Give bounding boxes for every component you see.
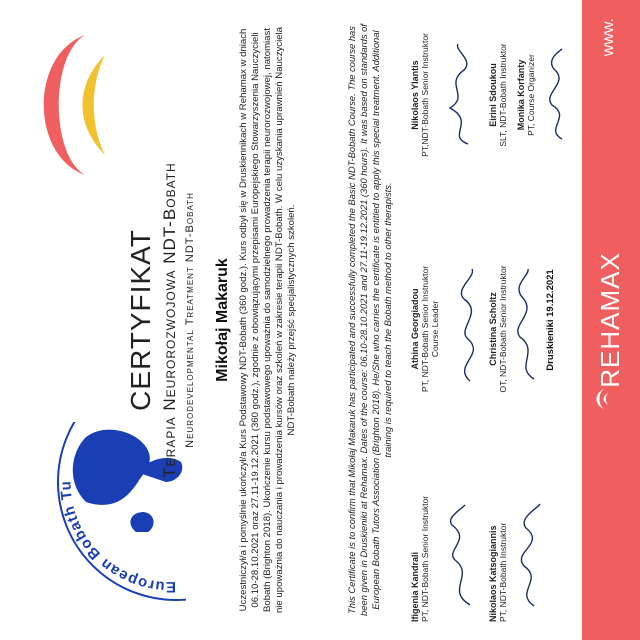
signature-mark [440,40,480,150]
signature-mark [440,500,480,610]
subtitle-english: Neurodevelopmental Treatment NDT-Bobath [184,192,196,448]
signatory-role-extra: Course Leader [430,300,440,358]
signature-mark [510,500,550,610]
signatory-name: Eirini Sdoukou [488,63,498,127]
signatory-name: Christina Scholtz [488,292,498,366]
signatory-block [488,254,508,404]
seal-text: European Bobath Tu [57,479,177,596]
recipient-name: Mikołaj Makaruk [214,258,231,382]
signatory-role: PT,NDT-Bobath Senior Instruktor [420,33,430,157]
signatory-role: OT, NDT-Bobath Senior Instruktor [498,265,508,393]
english-body-text: This Certificate is to confirm that Mikołaj Makaruk has participated and successfully completed the Basic NDT-Bobath Course. The course has been given in Druskieniki at Rehamax. Dates of the course: 06.10-28.10.2021 and 27.11-19.12.2021 (360 hours). It was based on standards of European Bobath Tutors Association (Brighton 2018). He/She who carries the certificate is entitled to apply this special treatment. Additional training is required to teach the Bobath method to other therapists. [346,24,393,616]
signatory-role: PT, Course Organizer [526,54,536,136]
signatory-block [410,254,440,404]
signatory-role: PT, NDT-Bobath Instruktor [498,522,508,622]
footer-brand: REHAMAX [595,252,625,388]
signatory-block [410,496,430,622]
signatory-role: PT, NDT-Bobath Senior Instruktor [420,265,430,393]
signatory-block [488,523,508,622]
signatory-name: Nikolaos Ylantis [410,60,420,130]
footer-url[interactable]: www. [600,18,617,57]
signatory-block [410,20,430,170]
signature-mark [450,265,488,385]
signatory-block [516,20,536,170]
certificate-title: CERTYFIKAT [125,229,156,411]
signatory-name: Athina Georgiadou [410,288,420,370]
polish-body-text: Uczestniczył/a i pomyślnie ukończył/a Kurs Podstawowy NDT-Bobath (360 godz.). Kurs odbył się w Druskiennikach w Rehamax w dniach 06.10-28.10.2021 oraz 27.11-19.12.2021 (360 godz.), zgodnie z obowiązującymi przepisami Europejskiego Stowarzyszenia Nauczycieli Bobath (Brighton 2018). Ukończenie kursu podstawowego upoważnia do samodzielnego prowadzenia terapii neurorozwojowej, natomiast nie upoważnia do nauczania i prowadzenia kursów oraz szkoleń w zakresie terapii NDT-Bobath. W celu uzyskania uprawnień Nauczyciela NDT-Bobath należy przejść specjalistycznych szkoleń. [238,26,297,614]
signature-mark [508,265,544,385]
issue-date: Druskieniki 19.12.2021 [545,269,556,371]
signatory-block [488,20,508,170]
signatory-role: PT, NDT-Bobath Senior Instruktor [420,495,430,622]
signatory-name: Nikolaos Katsogiannis [488,525,498,622]
signatory-name: Monika Korfanty [516,59,526,131]
signatory-role: SLT, NDT-Bobath Instruktor [498,43,508,147]
signatory-name: Ifigenia Kandrali [410,551,420,622]
subtitle-polish: Terapia Neurorozwojowa NDT-Bobath [160,162,179,478]
